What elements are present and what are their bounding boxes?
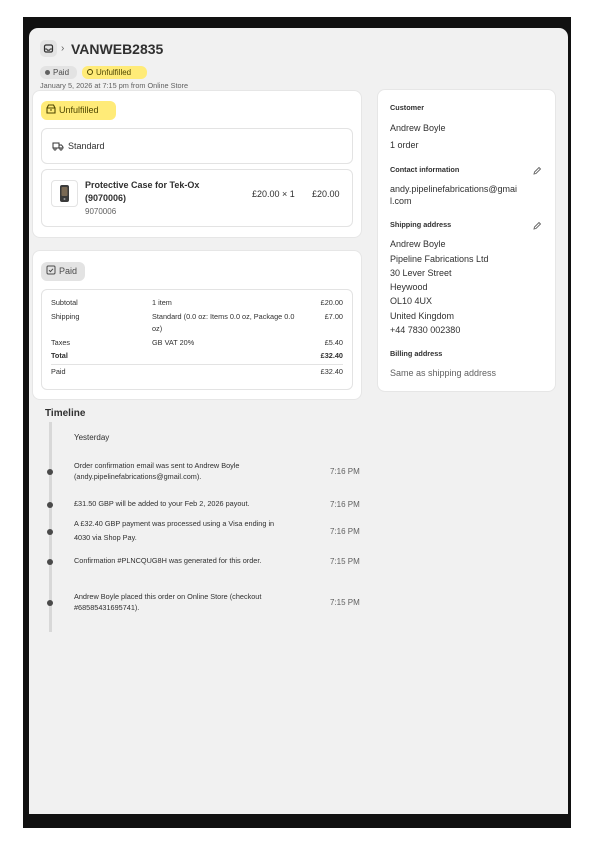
taxes-label: Taxes [51, 338, 71, 347]
event-text-line1: A £32.40 GBP payment was processed using a Visa ending in [74, 519, 275, 528]
pencil-icon[interactable] [532, 166, 542, 176]
payment-row-shipping [42, 312, 352, 336]
product-title-line1[interactable]: Protective Case for Tek-Ox [85, 180, 200, 190]
shipping-label: Shipping [51, 312, 80, 321]
taxes-desc: GB VAT 20% [152, 338, 195, 347]
customer-orders-link[interactable]: 1 order [390, 140, 419, 150]
paid-badge-label: Paid [53, 68, 70, 77]
timeline-event [29, 461, 369, 483]
total-amount: £32.40 [320, 351, 343, 360]
timeline-dot [47, 469, 53, 475]
product-title-line2[interactable]: (9070006) [85, 193, 127, 203]
shipping-address-line: 30 Lever Street [390, 268, 452, 278]
event-text-line2: (andy.pipelinefabrications@gmail.com). [74, 472, 202, 481]
event-time: 7:16 PM [330, 527, 360, 536]
paid-status-badge [41, 262, 85, 281]
line-item-box[interactable] [41, 169, 353, 227]
payment-divider [51, 364, 343, 365]
shipping-phone-line[interactable]: +44 7830 002380 [390, 325, 461, 335]
event-time: 7:16 PM [330, 500, 360, 509]
shipping-address-heading: Shipping address [390, 220, 452, 229]
contact-heading: Contact information [390, 165, 460, 174]
event-time: 7:15 PM [330, 598, 360, 607]
order-date-line: January 5, 2026 at 7:15 pm from Online Store [40, 81, 189, 90]
event-text-line1: £31.50 GBP will be added to your Feb 2, 2026 payout. [74, 499, 250, 508]
customer-heading: Customer [390, 103, 425, 112]
timeline-event [29, 499, 369, 513]
timeline-dot [47, 600, 53, 606]
shipping-amount: £7.00 [324, 312, 343, 321]
payment-card [32, 250, 362, 400]
billing-address-heading: Billing address [390, 349, 443, 358]
shipping-address-line: United Kingdom [390, 311, 455, 321]
inbox-icon[interactable] [40, 40, 57, 57]
chevron-right-icon: › [61, 43, 65, 54]
timeline-title: Timeline [45, 408, 86, 419]
subtotal-amount: £20.00 [320, 298, 343, 307]
product-sku: 9070006 [85, 207, 117, 216]
event-text-line1: Order confirmation email was sent to Andrew Boyle [74, 461, 240, 470]
phone-case-icon [52, 181, 77, 206]
payment-row-taxes [42, 338, 352, 350]
receipt-check-icon [46, 265, 56, 275]
taxes-amount: £5.40 [324, 338, 343, 347]
timeline-event [29, 556, 369, 570]
event-text-line2: 4030 via Shop Pay. [74, 533, 137, 542]
unfulfilled-badge-label: Unfulfilled [96, 68, 132, 77]
shipping-method-label: Standard [68, 141, 105, 151]
event-time: 7:16 PM [330, 467, 360, 476]
product-price-qty: £20.00 × 1 [252, 189, 295, 199]
timeline-dot [47, 502, 53, 508]
payment-row-total [42, 351, 352, 363]
fulfillment-card [32, 90, 362, 238]
customer-name-link[interactable]: Andrew Boyle [390, 123, 446, 133]
shipping-address-line: Andrew Boyle [390, 239, 446, 249]
event-text-line1: Andrew Boyle placed this order on Online Store (checkout [74, 592, 262, 601]
unfulfilled-status-badge [41, 101, 116, 120]
event-text-line2: #68585431695741). [74, 603, 140, 612]
timeline-dot [47, 559, 53, 565]
shipping-address-line: Pipeline Fabrications Ltd [390, 254, 489, 264]
unfulfilled-badge [82, 66, 147, 79]
timeline-event [29, 592, 369, 616]
product-line-total: £20.00 [312, 189, 340, 199]
shipping-address-line: Heywood [390, 282, 428, 292]
payment-row-subtotal [42, 298, 352, 310]
shipping-method-box [41, 128, 353, 164]
paid-dot-icon [45, 70, 50, 75]
truck-icon [52, 141, 64, 151]
subtotal-label: Subtotal [51, 298, 78, 307]
customer-email-line1[interactable]: andy.pipelinefabrications@gmai [390, 184, 518, 194]
shipping-desc-line1: Standard (0.0 oz: Items 0.0 oz, Package 0.0 [152, 312, 295, 321]
unfulfilled-ring-icon [87, 69, 93, 75]
customer-card [377, 89, 556, 392]
event-text-line1: Confirmation #PLNCQUG8H was generated for this order. [74, 556, 262, 565]
paid-label: Paid [51, 367, 66, 376]
payment-summary-box [41, 289, 353, 390]
order-detail-screen [29, 28, 568, 814]
paid-status-label: Paid [59, 266, 78, 276]
timeline-dot [47, 529, 53, 535]
fulfillment-box-icon [46, 104, 56, 114]
subtotal-desc: 1 item [152, 298, 172, 307]
paid-amount: £32.40 [320, 367, 343, 376]
shipping-address-line: OL10 4UX [390, 296, 433, 306]
unfulfilled-status-label: Unfulfilled [59, 105, 99, 115]
total-label: Total [51, 351, 68, 360]
timeline-event [29, 519, 369, 543]
payment-row-paid [42, 367, 352, 379]
paid-badge [40, 66, 77, 79]
pencil-icon[interactable] [532, 221, 542, 231]
shipping-desc-line2: oz) [152, 324, 163, 333]
customer-email-line2[interactable]: l.com [390, 196, 412, 206]
event-time: 7:15 PM [330, 557, 360, 566]
timeline-day-label: Yesterday [74, 433, 110, 442]
order-number: VANWEB2835 [71, 41, 164, 57]
product-thumbnail[interactable] [51, 180, 78, 207]
billing-address-text: Same as shipping address [390, 368, 497, 378]
